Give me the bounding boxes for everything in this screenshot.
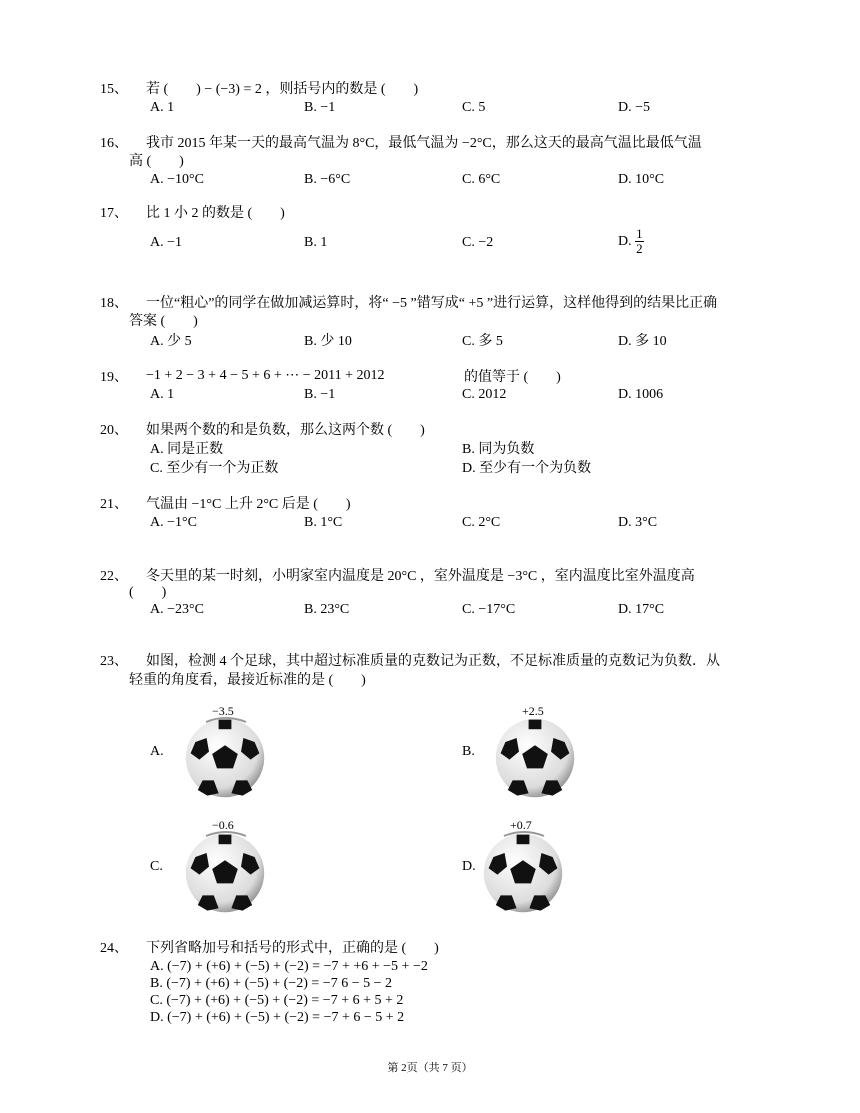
page-footer: 第 2页（共 7 页）	[387, 1062, 473, 1074]
q19-number: 19、	[100, 370, 128, 385]
q17-option-d-prefix: D.	[618, 234, 632, 249]
q20-option-a: A. 同是正数	[150, 442, 224, 457]
q19-option-c: C. 2012	[462, 387, 507, 402]
q23-option-c-letter: C.	[150, 859, 163, 874]
q18-number: 18、	[100, 296, 128, 311]
q16-option-c: C. 6°C	[462, 172, 501, 187]
q23-option-b-letter: B.	[462, 744, 475, 759]
q16-stem-continued: 高 ( )	[129, 154, 184, 169]
q21-option-c: C. 2°C	[462, 515, 501, 530]
q24-option-d: D. (−7) + (+6) + (−5) + (−2) = −7 + 6 − 5 + 2	[150, 1010, 405, 1025]
q24-option-c: C. (−7) + (+6) + (−5) + (−2) = −7 + 6 + 5 + 2	[150, 993, 404, 1008]
q24-number: 24、	[100, 941, 128, 956]
q23-option-a-letter: A.	[150, 744, 164, 759]
q22-stem-continued: ( )	[129, 585, 167, 600]
q18-option-b: B. 少 10	[304, 334, 352, 349]
q20-option-d: D. 至少有一个为负数	[462, 461, 592, 476]
q23-number: 23、	[100, 654, 128, 669]
q17-fraction-numerator: 1	[636, 226, 643, 242]
q21-option-d: D. 3°C	[618, 515, 658, 530]
q23-option-a-soccer-ball-icon	[185, 718, 265, 798]
q23-option-d-soccer-ball-icon	[483, 833, 563, 913]
q23-stem: 如图，检测 4 个足球，其中超过标准质量的克数记为正数，不足标准质量的克数记为负数．从	[146, 654, 720, 669]
q19-option-d: D. 1006	[618, 387, 664, 402]
q19-stem-tail: 的值等于 ( )	[464, 370, 561, 385]
q23-option-b-soccer-ball-icon	[495, 718, 575, 798]
q17-option-c: C. −2	[462, 235, 494, 250]
q20-option-b: B. 同为负数	[462, 442, 535, 457]
q21-number: 21、	[100, 497, 128, 512]
q24-stem: 下列省略加号和括号的形式中，正确的是 ( )	[146, 941, 439, 956]
q15-option-c: C. 5	[462, 100, 486, 115]
q15-option-b: B. −1	[304, 100, 336, 115]
q16-stem: 我市 2015 年某一天的最高气温为 8°C，最低气温为 −2°C，那么这天的最高气温比最低气温	[146, 136, 702, 151]
q20-stem: 如果两个数的和是负数，那么这两个数 ( )	[146, 423, 425, 438]
q22-option-b: B. 23°C	[304, 602, 350, 617]
q16-option-d: D. 10°C	[618, 172, 665, 187]
q21-stem: 气温由 −1°C 上升 2°C 后是 ( )	[146, 497, 351, 512]
q24-option-a: A. (−7) + (+6) + (−5) + (−2) = −7 + +6 + −5 + −2	[150, 959, 428, 974]
q17-number: 17、	[100, 206, 128, 221]
q16-option-a: A. −10°C	[150, 172, 204, 187]
q15-number: 15、	[100, 82, 128, 97]
q23-option-c-soccer-ball-icon	[185, 833, 265, 913]
q16-option-b: B. −6°C	[304, 172, 351, 187]
q15-stem: 若 ( ) − (−3) = 2 ，则括号内的数是 ( )	[146, 82, 419, 97]
q17-fraction-denominator: 2	[636, 241, 643, 257]
q20-number: 20、	[100, 423, 128, 438]
q18-option-a: A. 少 5	[150, 334, 192, 349]
q17-option-d	[618, 222, 644, 262]
q24-option-b: B. (−7) + (+6) + (−5) + (−2) = −7 6 − 5 − 2	[150, 976, 392, 991]
q17-stem: 比 1 小 2 的数是 ( )	[146, 206, 285, 221]
q23-stem-continued: 轻重的角度看，最接近标准的是 ( )	[129, 673, 366, 688]
q23-option-a-label: −3.5	[212, 704, 234, 718]
q23-option-c-label: −0.6	[212, 818, 234, 832]
q22-option-d: D. 17°C	[618, 602, 665, 617]
q23-option-d-letter: D.	[462, 859, 476, 874]
q22-number: 22、	[100, 569, 128, 584]
q23-option-d-label: +0.7	[510, 818, 532, 832]
q22-option-a: A. −23°C	[150, 602, 204, 617]
q22-option-c: C. −17°C	[462, 602, 516, 617]
q15-option-a: A. 1	[150, 100, 175, 115]
q19-stem-expression: −1 + 2 − 3 + 4 − 5 + 6 + ⋯ − 2011 + 2012	[146, 368, 385, 383]
q18-stem: 一位“粗心”的同学在做加减运算时，将“ −5 ”错写成“ +5 ”进行运算，这样他得到的结果比正确	[146, 296, 718, 311]
q15-option-d: D. −5	[618, 100, 651, 115]
q21-option-b: B. 1°C	[304, 515, 343, 530]
q17-option-b: B. 1	[304, 235, 328, 250]
q18-option-c: C. 多 5	[462, 334, 503, 349]
q22-stem: 冬天里的某一时刻，小明家室内温度是 20°C ，室外温度是 −3°C ，室内温度比室外温度高	[146, 569, 695, 584]
q19-option-a: A. 1	[150, 387, 175, 402]
q20-option-c: C. 至少有一个为正数	[150, 461, 279, 476]
q16-number: 16、	[100, 136, 128, 151]
q17-fraction	[635, 227, 644, 256]
q19-option-b: B. −1	[304, 387, 336, 402]
q18-stem-continued: 答案 ( )	[129, 314, 198, 329]
q18-option-d: D. 多 10	[618, 334, 667, 349]
q17-option-a: A. −1	[150, 235, 183, 250]
q23-option-b-label: +2.5	[522, 704, 544, 718]
q21-option-a: A. −1°C	[150, 515, 197, 530]
